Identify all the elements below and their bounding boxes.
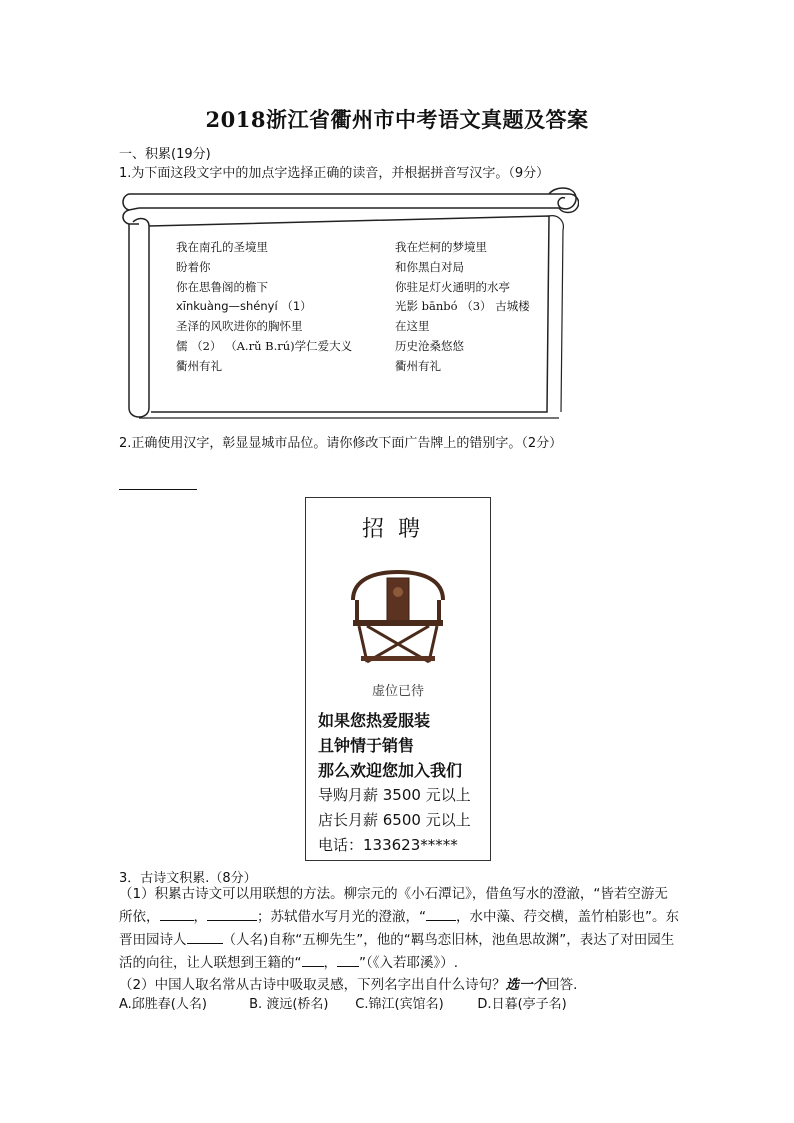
ad-line-2: 店长月薪 6500 元以上 [318,811,471,829]
ad-subtitle: 虚位已待 [371,684,424,699]
answer-blank[interactable] [187,929,223,944]
q3-text: （1）积累古诗文可以用联想的方法。柳宗元的《小石潭记》，借鱼写水的澄澈，“皆若空游无所依， [119,886,668,925]
answer-blank[interactable] [207,906,257,921]
section-heading: 一、积累(19分) [119,147,211,162]
ad-bold-line-2: 且钟情于销售 [318,736,415,755]
q3-text: ，水中藻、荇交横，盖竹柏影也”。东晋田园诗人 [119,909,679,948]
option-b: B. 渡远(桥名) [249,997,329,1012]
scroll-left-line-6: 儒 （2） （A.rǔ B.rú)学仁爱大义 [176,339,353,353]
ad-bold-line-1: 如果您热爱服装 [318,711,431,730]
q3-text: ， [193,909,207,925]
question-3-part-1 [119,883,679,975]
q3-emphasis: 选一个 [505,977,547,993]
option-c: C.锦江(宾馆名) [355,997,444,1012]
q3-text: ”（《入若耶溪》）. [359,955,459,971]
answer-blank[interactable] [160,906,194,921]
q3-text: （2）中国人取名常从古诗中吸取灵感，下列名字出自什么诗句？ [119,977,506,993]
ad-line-1: 导购月薪 3500 元以上 [318,786,471,804]
question-3-options [119,993,567,1012]
answer-blank[interactable] [302,952,324,967]
page-title: 2018浙江省衢州市中考语文真题及答案 [205,107,589,132]
question-2: 2.正确使用汉字，彰显显城市品位。请你修改下面广告牌上的错别字。（2分） [119,436,563,451]
question-3-part-2 [119,973,577,993]
q3-text: 回答. [546,977,578,993]
ad-line-3: 电话：133623***** [318,836,458,854]
q3-text: ， [323,955,337,971]
option-d: D.日暮(亭子名) [477,997,567,1012]
scroll-right-line-3: 你驻足灯火通明的水亭 [395,280,510,294]
question-3-heading: 3．古诗文积累.（8分） [119,871,257,886]
scroll-left-line-2: 盼着你 [176,260,211,274]
question-1: 1.为下面这段文字中的加点字选择正确的读音，并根据拼音写汉字。（9分） [119,166,550,181]
option-a: A.邱胜春(人名) [119,997,207,1012]
ad-title: 招聘 [361,517,434,542]
scroll-right-line-4: 光影 bānbó （3） 古城楼 [395,299,530,313]
scroll-right-line-7: 衢州有礼 [395,359,441,373]
recruitment-ad [305,497,491,861]
scroll-left-line-4: xīnkuàng—shényí （1） [176,299,312,313]
chair-icon [343,560,453,670]
scroll-right-line-1: 我在烂柯的梦境里 [395,240,487,254]
q3-text: （人名)自称“五柳先生”，他的“羁鸟恋旧林，池鱼思故渊”，表达了对田园生活的向往，让人联想到王籍的“ [119,932,675,971]
q3-text: ；苏轼借水写月光的澄澈，“ [257,909,426,925]
scroll-left-line-1: 我在南孔的圣境里 [176,240,268,254]
scroll-right-line-5: 在这里 [395,319,430,333]
scroll-right-line-6: 历史沧桑悠悠 [395,339,464,353]
answer-blank[interactable] [426,906,456,921]
ad-bold-line-3: 那么欢迎您加入我们 [318,761,463,780]
answer-blank[interactable] [337,952,359,967]
scroll-right-line-2: 和你黑白对局 [395,260,464,274]
scroll-left-line-5: 圣泽的风吹进你的胸怀里 [176,319,303,333]
scroll-left-line-3: 你在思鲁阁的檐下 [176,280,268,294]
scroll-left-line-7: 衢州有礼 [176,359,222,373]
answer-blank-line [119,489,197,490]
